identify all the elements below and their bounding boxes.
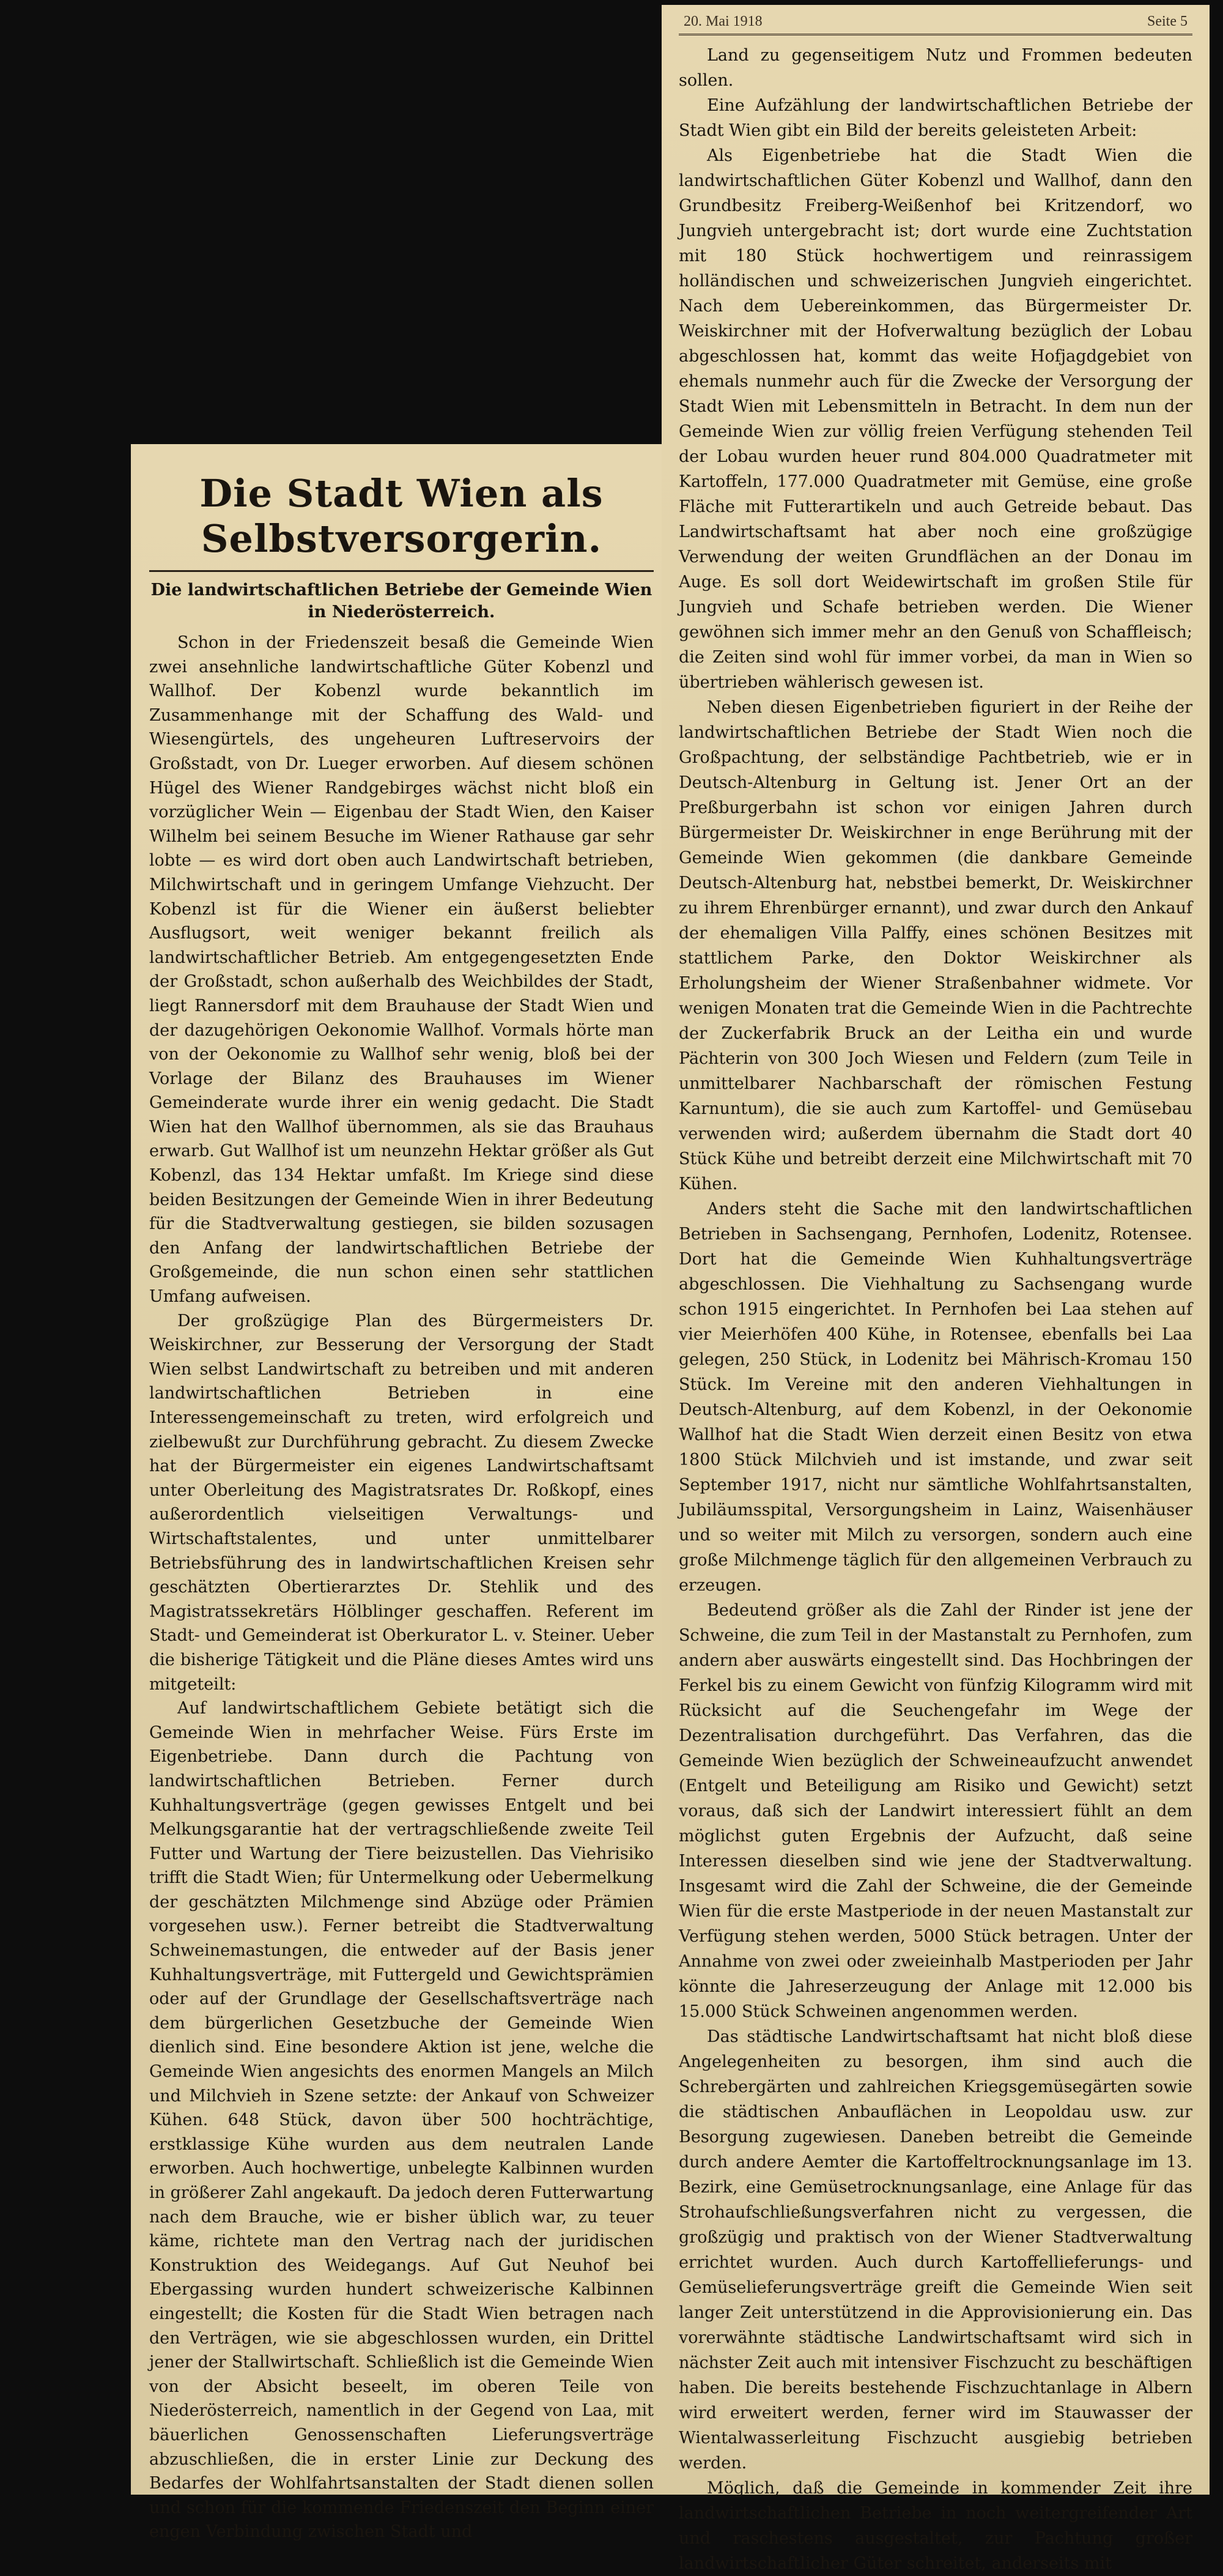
headline-rule bbox=[149, 570, 654, 572]
page-masthead bbox=[679, 13, 1192, 35]
paragraph: Schon in der Friedenszeit besaß die Gemeinde Wien zwei ansehnliche landwirtschaftliche Güter Kobenzl und Wallhof. Der Kobenzl wurde bekanntlich im Zusammenhange mit der Schaffung des Wald- und Wiesengürtels, des ungeheuren Luftreservoirs der Großstadt, von Dr. Lueger erworben. Auf diesem schönen Hügel des Wiener Randgebirges wächst nicht bloß ein vorzüglicher Wein — Eigenbau der Stadt Wien, den Kaiser Wilhelm bei seinem Besuche im Wiener Rathause gar sehr lobte — es wird dort oben auch Landwirtschaft betrieben, Milchwirtschaft und in geringem Umfange Viehzucht. Der Kobenzl ist für die Wiener ein äußerst beliebter Ausflugsort, weit weniger bekannt freilich als landwirtschaftlicher Betrieb. Am entgegengesetzten Ende der Großstadt, schon außerhalb des Weichbildes der Stadt, liegt Rannersdorf mit dem Brauhause der Stadt Wien und der dazugehörigen Oekonomie Wallhof. Vormals hörte man von der Oekonomie zu Wallhof sehr wenig, bloß bei der Vorlage der Bilanz des Brauhauses im Wiener Gemeinderate wurde ihrer ein wenig gedacht. Die Stadt Wien hat den Wallhof übernommen, als sie das Brauhaus erwarb. Gut Wallhof ist um neunzehn Hektar größer als Gut Kobenzl, das 134 Hektar umfaßt. Im Kriege sind diese beiden Besitzungen der Gemeinde Wien in ihrer Bedeutung für die Stadtverwaltung gestiegen, sie bilden sozusagen den Anfang der landwirtschaftlichen Betriebe der Großgemeinde, die nun schon einen sehr stattlichen Umfang aufweisen. bbox=[149, 633, 654, 1307]
paragraph: Der großzügige Plan des Bürgermeisters Dr. Weiskirchner, zur Besserung der Versorgung der Stadt Wien selbst Landwirtschaft zu betreiben und mit anderen landwirtschaftlichen Betrieben in eine Interessengemeinschaft zu treten, wird erfolgreich und zielbewußt zur Durchführung gebracht. Zu diesem Zwecke hat der Bürgermeister ein eigenes Landwirtschaftsamt unter Oberleitung des Magistratsrates Dr. Roßkopf, eines außerordentlich vielseitigen Verwaltungs- und Wirtschaftstalentes, und unter unmittelbarer Betriebsführung des in landwirtschaftlichen Kreisen sehr geschätzten Obertierarztes Dr. Stehlik und des Magistratssekretärs Hölblinger geschaffen. Referent im Stadt- und Gemeinderat ist Oberkurator L. v. Steiner. Ueber die bisherige Tätigkeit und die Pläne dieses Amtes wird uns mitgeteilt: bbox=[149, 1311, 654, 1694]
article-clipping-left bbox=[131, 444, 671, 2542]
paragraph: Auf landwirtschaftlichem Gebiete betätigt sich die Gemeinde Wien in mehrfacher Weise. Fürs Erste im Eigenbetriebe. Dann durch die Pachtung von landwirtschaftlichen Betrieben. Ferner durch Kuhhaltungsverträge (gegen gewisses Entgelt und bei Melkungsgarantie hat der vertragschließende zweite Teil Futter und Wartung der Tiere beizustellen. Das Viehrisiko trifft die Stadt Wien; für Untermelkung oder Uebermelkung der geschätzten Milchmenge sind Abzüge oder Prämien vorgesehen usw.). Ferner betreibt die Stadtverwaltung Schweinemastungen, die entweder auf der Basis jener Kuhhaltungsverträge, mit Futtergeld und Gewichtsprämien oder auf der Grundlage der Gesellschaftsverträge nach dem bürgerlichen Gesetzbuche der Gemeinde Wien dienlich sind. Eine besondere Aktion ist jene, welche die Gemeinde Wien angesichts des enormen Mangels an Milch und Milchvieh in Szene setzte: der Ankauf von Schweizer Kühen. 648 Stück, davon über 500 hochträchtige, erstklassige Kühe wurden aus dem neutralen Lande erworben. Auch hochwertige, unbelegte Kalbinnen wurden in größerer Zahl angekauft. Da jedoch deren Futterwartung nach dem Brauche, wie er bisher üblich war, zu teuer käme, richtete man den Vertrag nach der juridischen Konstruktion des Weidegangs. Auf Gut Neuhof bei Ebergassing wurden hundert schweizerische Kalbinnen eingestellt; die Kosten für die Stadt Wien betragen nach den Verträgen, wie sie abgeschlossen wurden, ein Drittel jener der Stallwirtschaft. Schließlich ist die Gemeinde Wien von der Absicht beseelt, im oberen Teile von Niederösterreich, namentlich in der Gegend von Laa, mit bäuerlichen Genossenschaften Lieferungsverträge abzuschließen, die in erster Linie zur Deckung des Bedarfes der Wohlfahrtsanstalten der Stadt dienen sollen und schon für die kommende Friedenszeit den Beginn einer engen Verbindung zwischen Stadt und bbox=[149, 1699, 654, 2542]
masthead-page: Seite 5 bbox=[1147, 13, 1188, 29]
article-clipping-right bbox=[662, 5, 1210, 2573]
paragraph: Möglich, daß die Gemeinde in kommender Zeit ihre landwirtschaftlichen Betriebe in noch weitergreifender Art und raschestens ausgestaltet, zur Pachtung großer landwirtschaftlicher Güter schreitet, anderseits mit bbox=[679, 2479, 1192, 2573]
paragraph: Anders steht die Sache mit den landwirtschaftlichen Betrieben in Sachsengang, Pernhofen, Lodenitz, Rotensee. Dort hat die Gemeinde Wien Kuhhaltungsverträge abgeschlossen. Die Viehhaltung zu Sachsengang wurde schon 1915 eingerichtet. In Pernhofen bei Laa stehen auf vier Meierhöfen 400 Kühe, in Rotensee, ebenfalls bei Laa gelegen, 250 Stück, in Lodenitz bei Mährisch-Kromau 150 Stück. Im Vereine mit den anderen Viehhaltungen in Deutsch-Altenburg, auf dem Kobenzl, in der Oekonomie Wallhof hat die Stadt Wien derzeit einen Besitz von etwa 1800 Stück Milchvieh und ist imstande, und zwar seit September 1917, nicht nur sämtliche Wohlfahrtsanstalten, Jubiläumsspital, Versorgungsheim in Lainz, Waisenhäuser und so weiter mit Milch zu versorgen, sondern auch eine große Milchmenge täglich für den allgemeinen Verbrauch zu erzeugen. bbox=[679, 1200, 1192, 1595]
article-headline: Die Stadt Wien als Selbstversorgerin. bbox=[199, 471, 604, 561]
paragraph: Eine Aufzählung der landwirtschaftlichen Betriebe der Stadt Wien gibt ein Bild der bereits geleisteten Arbeit: bbox=[679, 96, 1192, 140]
paragraph: Land zu gegenseitigem Nutz und Frommen bedeuten sollen. bbox=[679, 46, 1192, 90]
right-column-text bbox=[679, 43, 1192, 2576]
left-column-text bbox=[149, 631, 654, 2544]
article-subheadline: Die landwirtschaftlichen Betriebe der Gemeinde Wien in Niederösterreich. bbox=[150, 581, 652, 622]
paragraph: Bedeutend größer als die Zahl der Rinder ist jene der Schweine, die zum Teil in der Mastanstalt zu Pernhofen, zum andern aber auswärts eingestellt sind. Das Hochbringen der Ferkel bis zu einem Gewicht von fünfzig Kilogramm wird mit Rücksicht auf die Seuchengefahr im Wege der Dezentralisation durchgeführt. Das Verfahren, das die Gemeinde Wien bezüglich der Schweineaufzucht anwendet (Entgelt und Beteiligung am Risiko und Gewicht) setzt voraus, daß sich der Landwirt interessiert fühlt an dem möglichst guten Ergebnis der Aufzucht, daß seine Interessen dieselben sind wie jene der Stadtverwaltung. Insgesamt wird die Zahl der Schweine, die der Gemeinde Wien für die erste Mastperiode in der neuen Mastanstalt zur Verfügung stehen werden, 5000 Stück betragen. Unter der Annahme von zwei oder zweieinhalb Mastperioden per Jahr könnte die Jahreserzeugung der Anlage mit 12.000 bis 15.000 Stück Schweinen angenommen werden. bbox=[679, 1601, 1192, 2021]
masthead-date: 20. Mai 1918 bbox=[684, 13, 763, 29]
paragraph: Neben diesen Eigenbetrieben figuriert in der Reihe der landwirtschaftlichen Betriebe der Stadt Wien noch die Großpachtung, der selbständige Pachtbetrieb, wie er in Deutsch-Altenburg in Geltung ist. Jener Ort an der Preßburgerbahn ist schon vor einigen Jahren durch Bürgermeister Dr. Weiskirchner in enge Berührung mit der Gemeinde Wien gekommen (die dankbare Gemeinde Deutsch-Altenburg hat, nebstbei bemerkt, Dr. Weiskirchner zu ihrem Ehrenbürger ernannt), und zwar durch den Ankauf der ehemaligen Villa Palffy, eines schönen Besitzes mit stattlichem Parke, den Doktor Weiskirchner als Erholungsheim der Wiener Straßenbahner widmete. Vor wenigen Monaten trat die Gemeinde Wien in die Pachtrechte der Zuckerfabrik Bruck an der Leitha ein und wurde Pächterin von 300 Joch Wiesen und Feldern (zum Teile in unmittelbarer Nachbarschaft der römischen Festung Karnuntum), die sie auch zum Kartoffel- und Gemüsebau verwenden wird; außerdem übernahm die Stadt dort 40 Stück Kühe und betreibt derzeit eine Milchwirtschaft mit 70 Kühen. bbox=[679, 698, 1192, 1193]
paragraph: Als Eigenbetriebe hat die Stadt Wien die landwirtschaftlichen Güter Kobenzl und Wallhof, dann den Grundbesitz Freiberg-Weißenhof bei Kritzendorf, wo Jungvieh untergebracht ist; dort wurde eine Zuchtstation mit 180 Stück hochwertigem und reinrassigem holländischen und schweizerischen Jungvieh eingerichtet. Nach dem Uebereinkommen, das Bürgermeister Dr. Weiskirchner mit der Hofverwaltung bezüglich der Lobau abgeschlossen hat, kommt das weite Hofjagdgebiet von ehemals nunmehr auch für die Zwecke der Versorgung der Stadt Wien mit Lebensmitteln in Betracht. In dem nun der Gemeinde Wien zur völlig freien Verfügung stehenden Teil der Lobau wurden heuer rund 804.000 Quadratmeter mit Kartoffeln, 177.000 Quadratmeter mit Gemüse, eine große Fläche mit Futterartikeln und auch Getreide bebaut. Das Landwirtschaftsamt hat aber noch eine großzügige Verwendung der weiten Grundflächen an der Donau im Auge. Es soll dort Weidewirtschaft im großen Stile für Jungvieh und Schafe betrieben werden. Die Wiener gewöhnen sich immer mehr an den Genuß von Schaffleisch; die Zeiten sind wohl für immer vorbei, da man in Wien so übertrieben wählerisch gewesen ist. bbox=[679, 146, 1192, 692]
paragraph: Das städtische Landwirtschaftsamt hat nicht bloß diese Angelegenheiten zu besorgen, ihm sind auch die Schrebergärten und zahlreichen Kriegsgemüsegärten sowie die städtischen Anbauflächen in Leopoldau usw. zur Besorgung zugewiesen. Daneben betreibt die Gemeinde durch andere Aemter die Kartoffeltrocknungsanlage im 13. Bezirk, eine Gemüsetrocknungsanlage, eine Anlage für das Strohaufschließungsverfahren nicht zu vergessen, die großzügig und praktisch von der Wiener Stadtverwaltung errichtet wurden. Auch durch Kartoffellieferungs- und Gemüselieferungsverträge greift die Gemeinde Wien seit langer Zeit unterstützend in die Approvisionierung ein. Das vorerwähnte städtische Landwirtschaftsamt wird sich in nächster Zeit auch mit intensiver Fischzucht zu beschäftigen haben. Die bereits bestehende Fischzuchtanlage in Albern wird erweitert werden, ferner wird im Stauwasser der Wientalwasserleitung Fischzucht ausgiebig betrieben werden. bbox=[679, 2027, 1192, 2473]
